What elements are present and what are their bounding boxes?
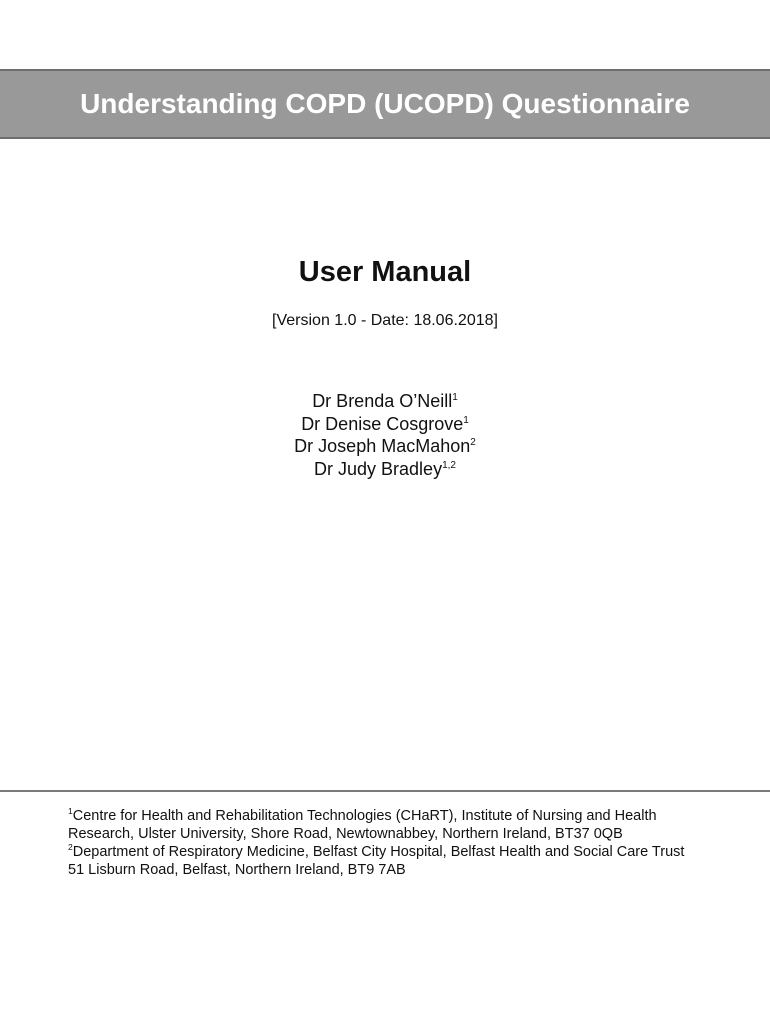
affiliation-line: 51 Lisburn Road, Belfast, Northern Ireland, BT9 7AB <box>68 862 406 878</box>
affiliation-mark: 1 <box>68 806 73 816</box>
author-affiliation-mark: 1,2 <box>442 459 456 471</box>
author-name: Dr Denise Cosgrove <box>301 413 464 434</box>
footer-divider <box>0 790 770 792</box>
author-affiliation-mark: 1 <box>463 414 469 426</box>
questionnaire-title: Understanding COPD (UCOPD) Questionnaire <box>80 88 690 119</box>
author-name: Dr Brenda O’Neill <box>312 391 453 411</box>
affiliation-entry <box>68 843 748 879</box>
author-list <box>0 390 770 480</box>
author-entry <box>0 413 770 436</box>
affiliation-line: Research, Ulster University, Shore Road, Newtownabbey, Northern Ireland, BT37 0QB <box>68 826 623 842</box>
author-entry <box>0 390 770 413</box>
affiliation-text: Centre for Health and Rehabilitation Technologies (CHaRT), Institute of Nursing and Health <box>72 808 657 824</box>
document-title: User Manual <box>298 256 472 288</box>
author-name: Dr Joseph MacMahon <box>294 436 471 456</box>
affiliation-text: Department of Respiratory Medicine, Belfast City Hospital, Belfast Health and Social Care Trust <box>72 844 685 860</box>
author-entry <box>0 458 770 481</box>
affiliation-line <box>68 807 748 825</box>
affiliation-footnotes <box>68 807 748 879</box>
author-affiliation-mark: 1 <box>452 392 458 403</box>
author-entry <box>0 435 770 458</box>
document-version: [Version 1.0 - Date: 18.06.2018] <box>272 312 498 329</box>
affiliation-entry <box>68 807 748 843</box>
author-affiliation-mark: 2 <box>470 437 476 448</box>
title-banner <box>0 69 770 139</box>
affiliation-mark: 2 <box>68 842 73 852</box>
affiliation-line <box>68 843 748 861</box>
author-name: Dr Judy Bradley <box>314 458 443 479</box>
